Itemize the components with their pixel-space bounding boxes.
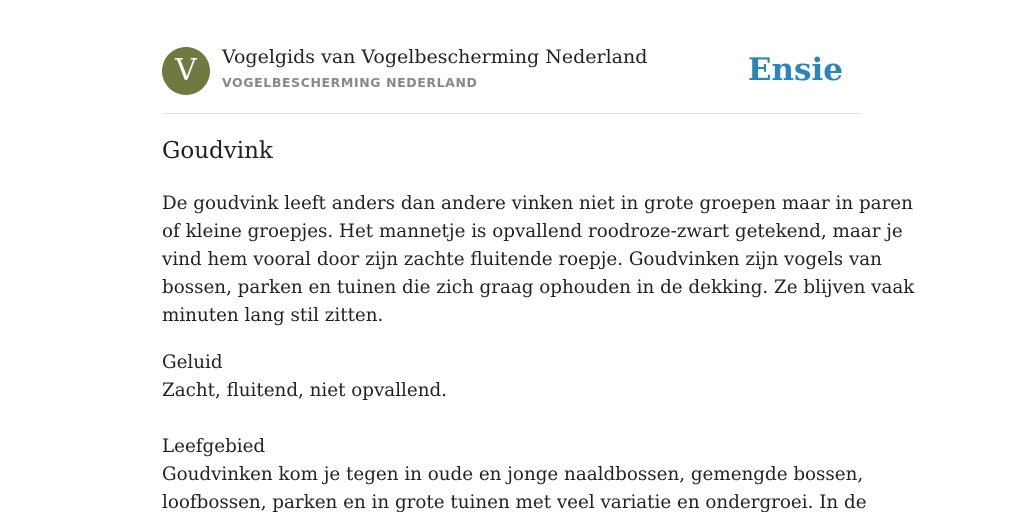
section-spacer [162,405,862,433]
intro-line: De goudvink leeft anders dan andere vinken niet in grote groepen maar in paren [162,193,913,214]
intro-line: vind hem vooral door zijn zachte fluitende roepje. Goudvinken zijn vogels van [162,249,882,270]
publisher-header [162,0,862,114]
publisher-title-link[interactable]: Vogelgids van Vogelbescherming Nederland [222,46,648,68]
intro-line: bossen, parken en tuinen die zich graag ophouden in de dekking. Ze blijven vaak [162,277,915,298]
habitat-line: Goudvinken kom je tegen in oude en jonge naaldbossen, gemengde bossen, [162,464,864,485]
content-container [162,0,915,512]
habitat-line: loofbossen, parken en in grote tuinen met veel variatie en ondergroei. In de [162,492,867,512]
habitat-heading: Leefgebied [162,436,266,457]
sound-section [162,349,867,512]
sound-text: Zacht, fluitend, niet opvallend. [162,380,447,401]
article-body [162,190,915,512]
intro-line: minuten lang stil zitten. [162,305,384,326]
sound-heading: Geluid [162,352,223,373]
publisher-subtitle: VOGELBESCHERMING NEDERLAND [222,75,478,90]
ensie-logo-link[interactable]: Ensie [747,52,843,88]
publisher-avatar[interactable]: V [162,47,210,95]
article-title: Goudvink [162,138,273,164]
intro-line: of kleine groepjes. Het mannetje is opvallend roodroze-zwart getekend, maar je [162,221,903,242]
intro-paragraph [162,190,915,330]
